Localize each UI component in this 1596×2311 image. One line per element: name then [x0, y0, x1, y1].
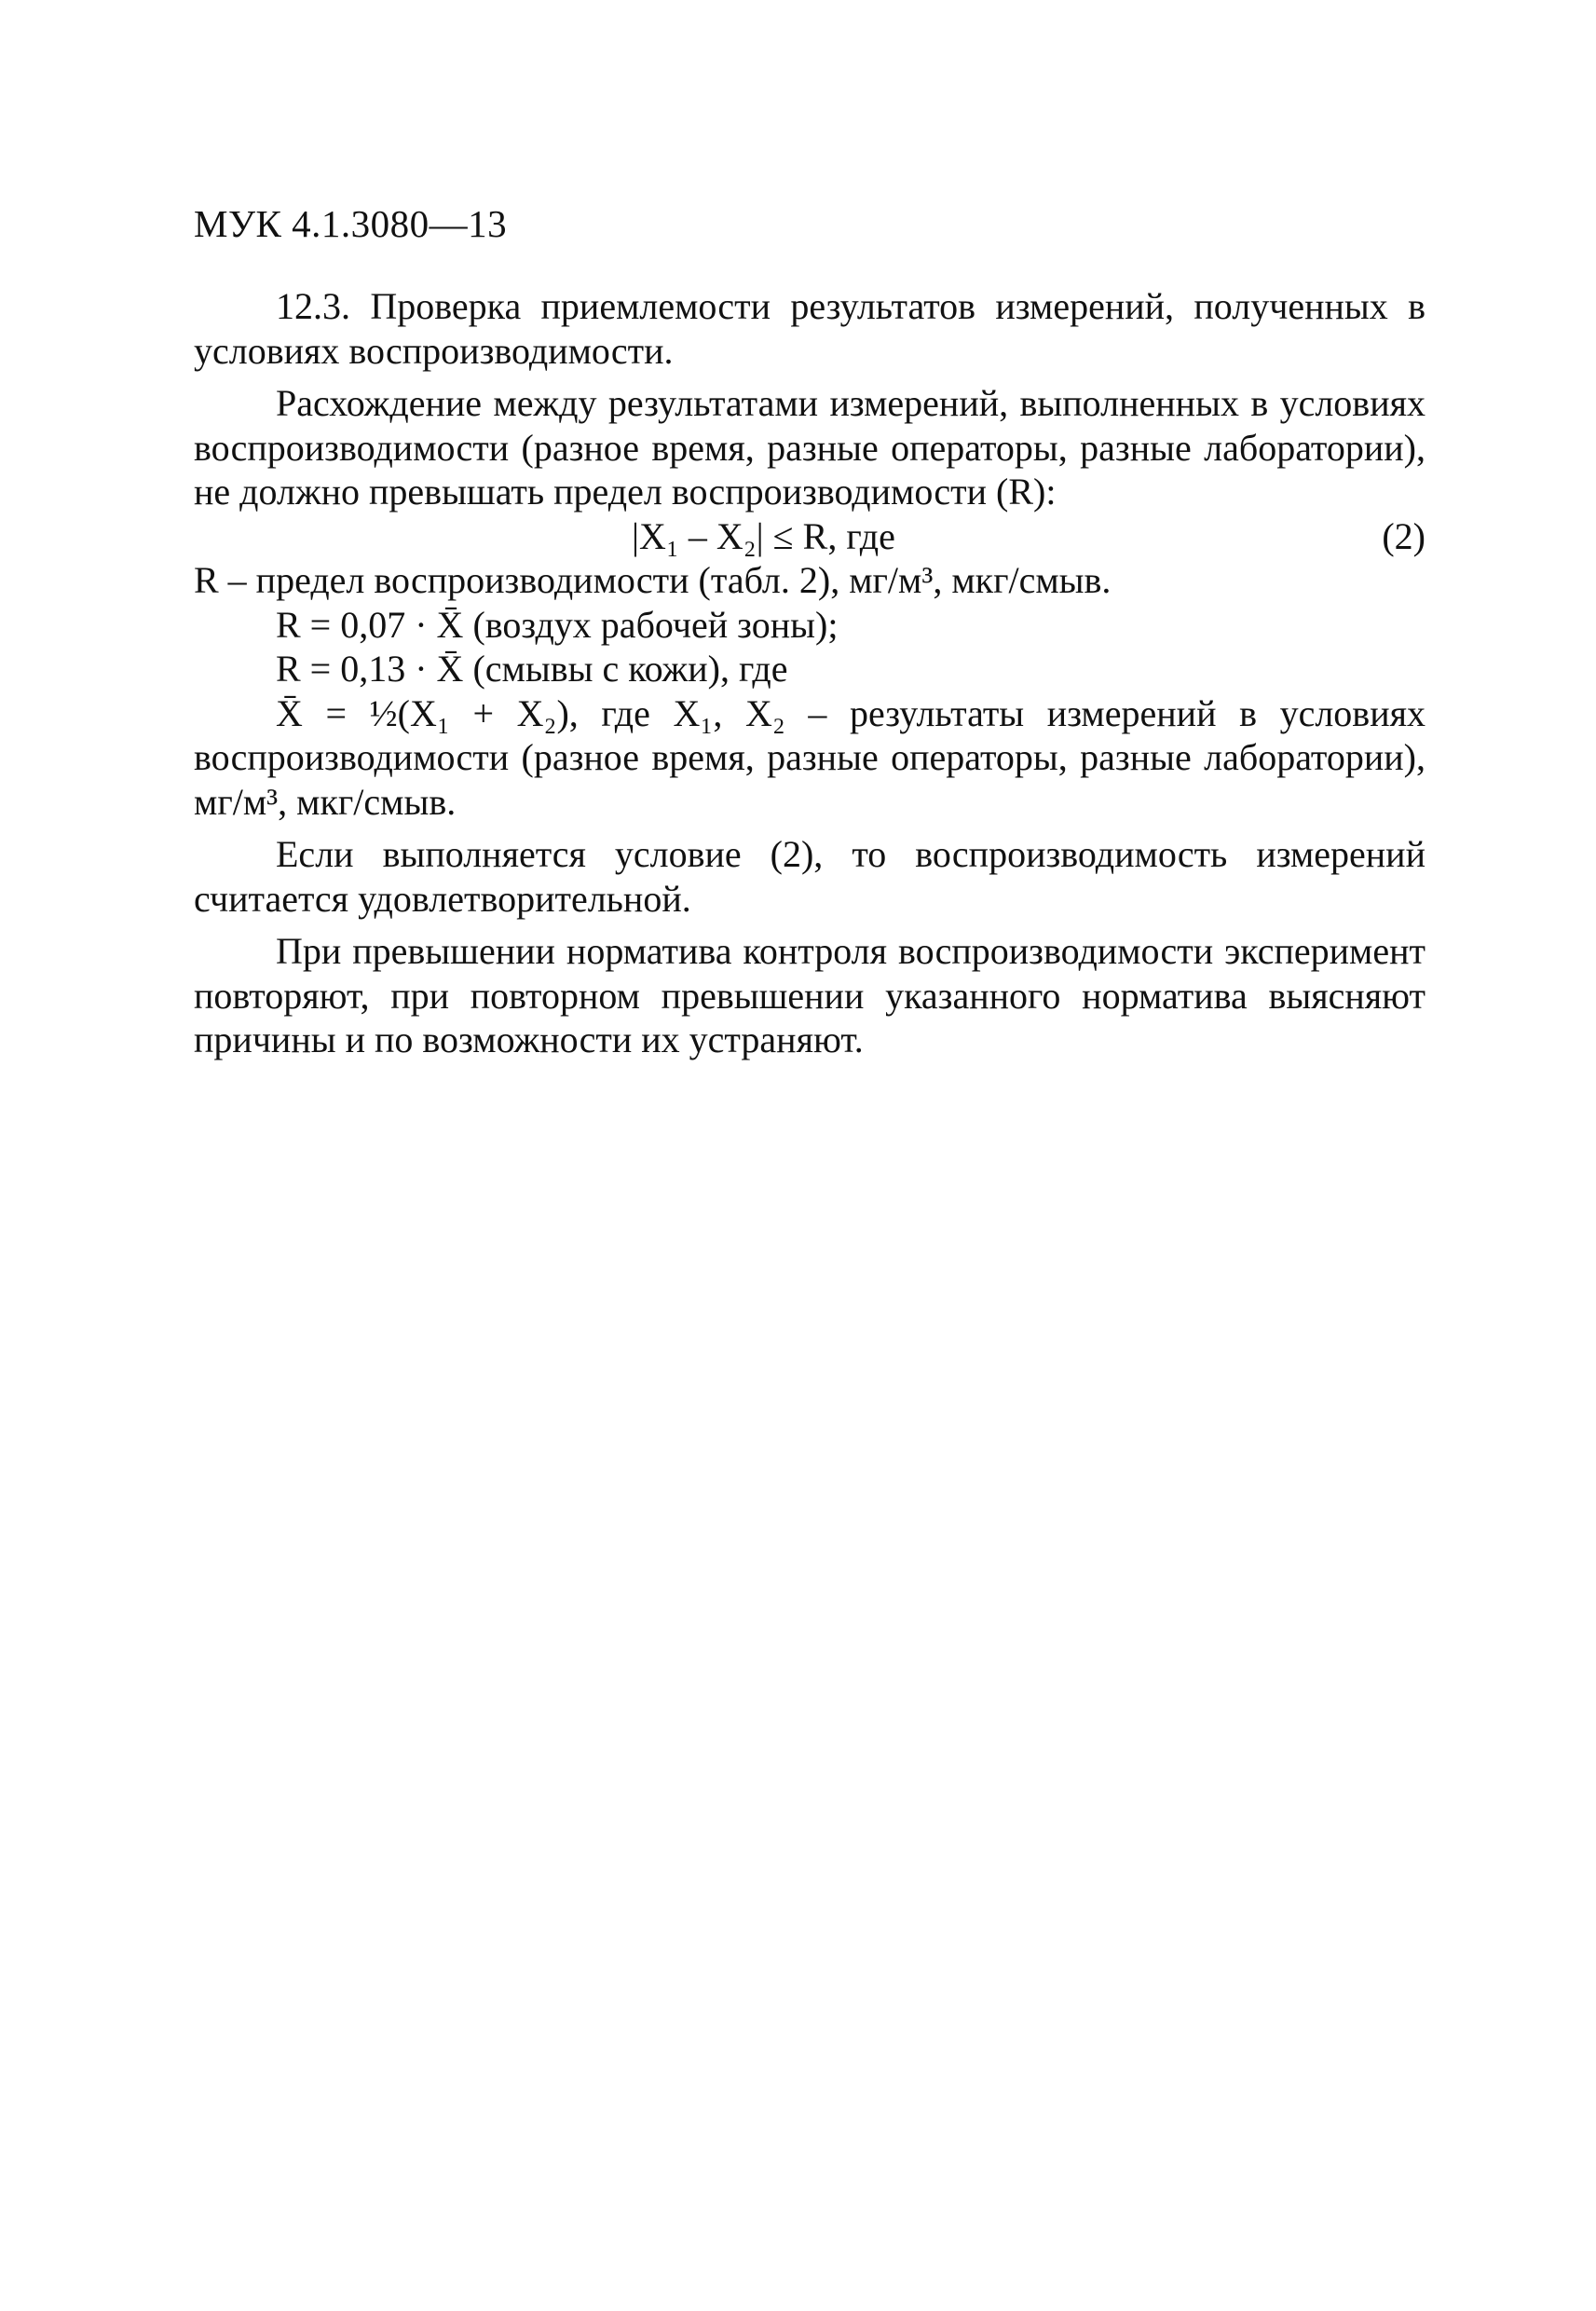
document-code-header: МУК 4.1.3080—13 [194, 202, 508, 245]
formula-expression: |X₁ – X₂| ≤ R, где [632, 514, 895, 557]
r-definition: R – предел воспроизводимости (табл. 2), мг/м³, мкг/смыв. [194, 559, 1112, 601]
formula-number: (2) [1382, 514, 1425, 557]
xbar-definition: X̄ = ½(X₁ + X₂), где X₁, X₂ – результаты измерений в условиях воспроизводимости (разное время, разные операторы, разные лаборатории), мг/м³, мкг/смыв. [194, 691, 1425, 823]
section-body [194, 284, 1425, 1062]
r-air-formula: R = 0,07 · X̄ (воздух рабочей зоны); [276, 603, 839, 646]
r-skin-formula: R = 0,13 · X̄ (смывы с кожи), где [276, 648, 788, 690]
exceed-paragraph: При превышении норматива контроля воспроизводимости эксперимент повторяют, при повторном превышении указанного норматива выясняют причины и по возможности их устраняют. [194, 930, 1425, 1060]
condition-paragraph: Если выполняется условие (2), то воспроизводимость измерений считается удовлетворительной. [194, 833, 1425, 920]
reproducibility-paragraph: Расхождение между результатами измерений, выполненных в условиях воспроизводимости (разное время, разные операторы, разные лаборатории), не должно превышать предел воспроизводимости (R): [194, 382, 1425, 513]
section-title-paragraph: 12.3. Проверка приемлемости результатов измерений, полученных в условиях воспроизводимости. [194, 285, 1425, 372]
formula-line [194, 514, 1425, 559]
